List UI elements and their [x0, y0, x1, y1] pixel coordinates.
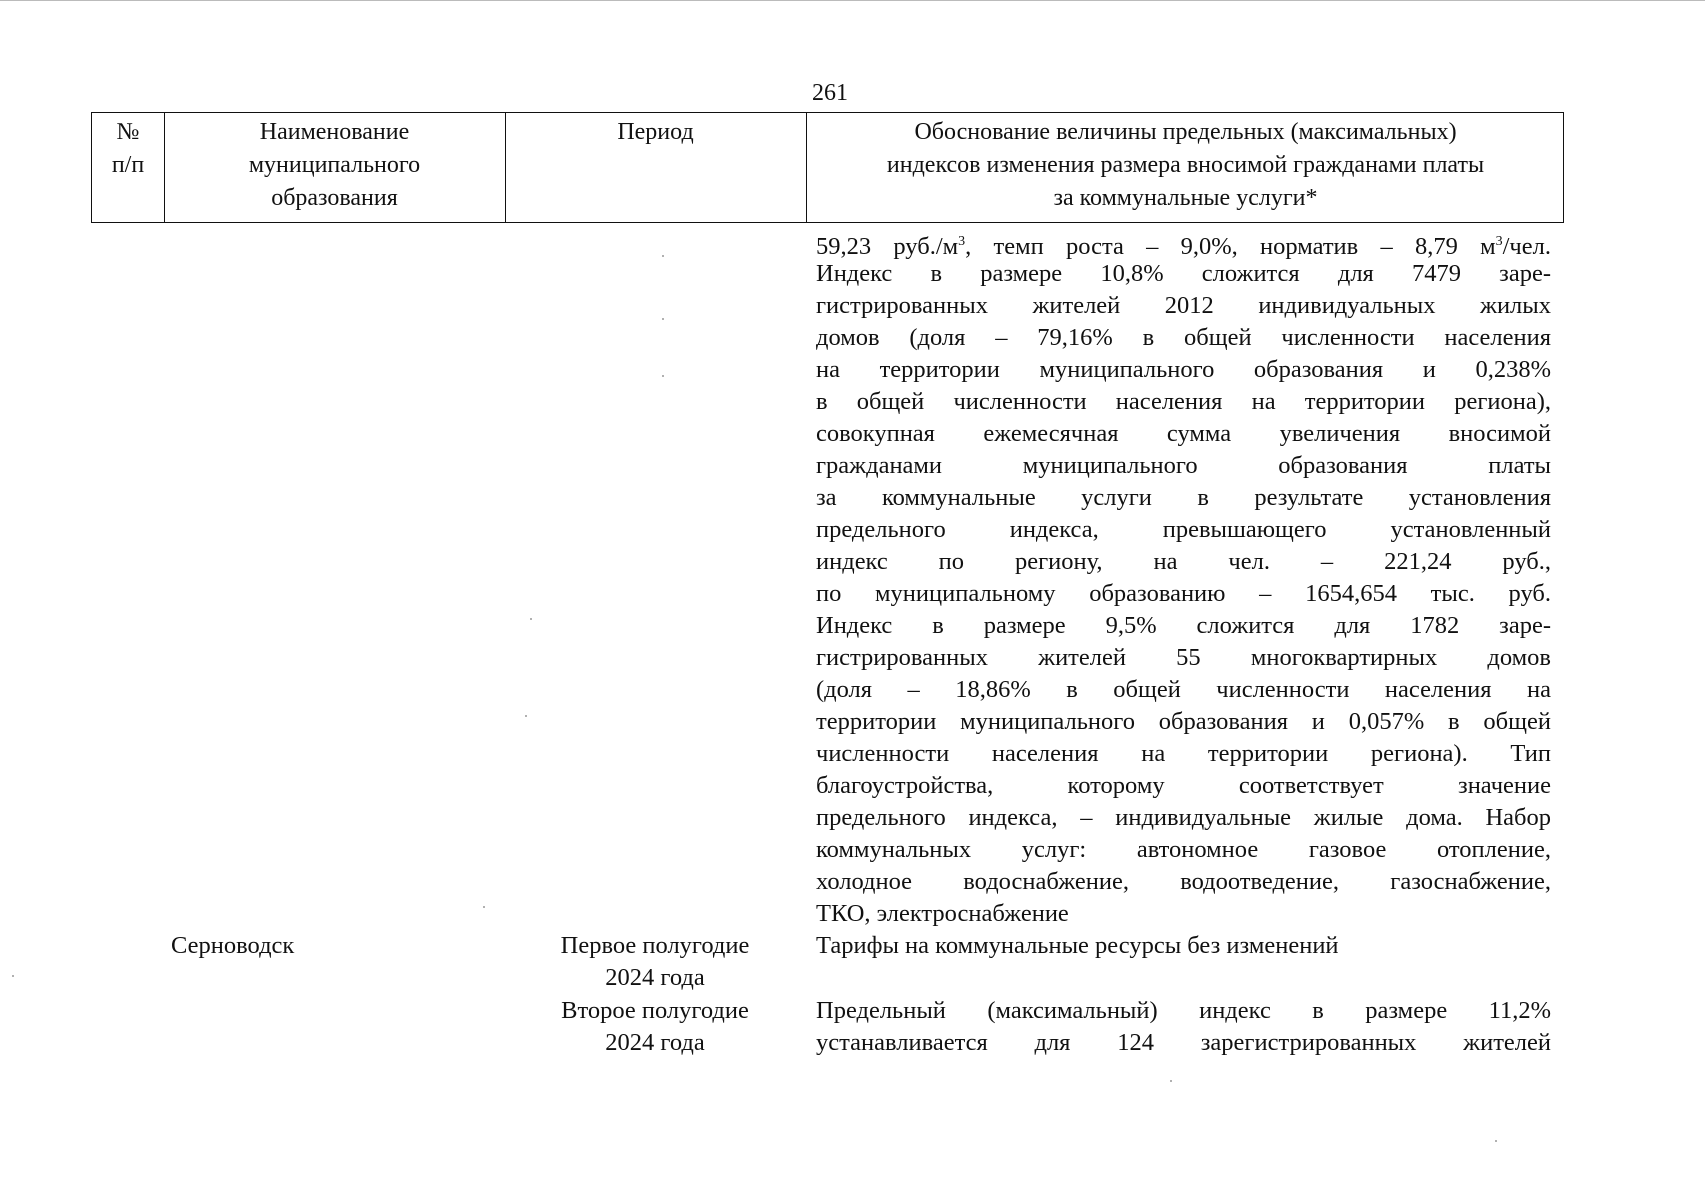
justification-line: Индекс в размере 10,8% сложится для 7479 заре-: [816, 260, 1551, 287]
justification-line: индекс по региону, на чел. – 221,24 руб.,: [816, 548, 1551, 575]
justification-line: гистрированных жителей 55 многоквартирных домов: [816, 644, 1551, 671]
superscript: 3: [958, 234, 966, 249]
scan-speck: [525, 715, 527, 717]
justification-line: по муниципальному образованию – 1654,654 тыс. руб.: [816, 580, 1551, 607]
scan-speck: [530, 618, 532, 620]
justification-line: в общей численности населения на территории региона),: [816, 388, 1551, 415]
scan-speck: [12, 975, 14, 977]
justification-line: благоустройства, которому соответствует значение: [816, 772, 1551, 799]
header-text: образования: [271, 185, 398, 211]
justification-line: Тарифы на коммунальные ресурсы без изменений: [816, 932, 1339, 959]
justification-line: устанавливается для 124 зарегистрированных жителей: [816, 1029, 1551, 1056]
header-justification-cell: [806, 113, 1565, 222]
superscript: 3: [1495, 234, 1503, 249]
header-text: Наименование: [259, 119, 410, 145]
justification-line: территории муниципального образования и 0,057% в общей: [816, 708, 1551, 735]
justification-line: за коммунальные услуги в результате установления: [816, 484, 1551, 511]
scan-speck: [662, 375, 664, 377]
justification-line: гражданами муниципального образования платы: [816, 452, 1551, 479]
justification-line: предельного индекса, превышающего установленный: [816, 516, 1551, 543]
justification-line: холодное водоснабжение, водоотведение, газоснабжение,: [816, 868, 1551, 895]
justification-line: предельного индекса, – индивидуальные жилые дома. Набор: [816, 804, 1551, 831]
table-header: [91, 112, 1564, 223]
justification-line: коммунальных услуг: автономное газовое отопление,: [816, 836, 1551, 863]
header-text: муниципального: [248, 152, 421, 178]
justification-line: Индекс в размере 9,5% сложится для 1782 заре-: [816, 612, 1551, 639]
header-text: п/п: [111, 152, 145, 178]
justification-line: на территории муниципального образования и 0,238%: [816, 356, 1551, 383]
municipality-name: Серноводск: [171, 932, 295, 959]
justification-line: (доля – 18,86% в общей численности населения на: [816, 676, 1551, 703]
scan-speck: [1495, 1140, 1497, 1142]
header-period-cell: [505, 113, 806, 222]
justification-line: домов (доля – 79,16% в общей численности населения: [816, 324, 1551, 351]
text-fragment: , темп роста – 9,0%, норматив – 8,79 м: [965, 233, 1496, 261]
justification-line: совокупная ежемесячная сумма увеличения вносимой: [816, 420, 1551, 447]
header-text: №: [116, 119, 140, 145]
header-text: Обоснование величины предельных (максимальных): [914, 119, 1457, 145]
period-label: Первое полугодие: [560, 932, 750, 959]
period-label: 2024 года: [605, 964, 705, 991]
period-label: 2024 года: [605, 1029, 705, 1056]
justification-line: Предельный (максимальный) индекс в размере 11,2%: [816, 997, 1551, 1024]
scan-speck: [1170, 1080, 1172, 1082]
header-text: индексов изменения размера вносимой гражданами платы: [886, 152, 1485, 178]
scan-speck: [662, 255, 664, 257]
text-fragment: 59,23 руб./м: [816, 233, 959, 261]
justification-line: ТКО, электроснабжение: [816, 900, 1069, 927]
header-number-cell: [92, 113, 164, 222]
scan-edge: [0, 0, 1705, 21]
period-label: Второе полугодие: [561, 997, 749, 1024]
text-fragment: /чел.: [1502, 233, 1551, 261]
scan-speck: [483, 906, 485, 908]
header-text: Период: [617, 119, 694, 145]
scan-speck: [662, 318, 664, 320]
header-municipality-cell: [164, 113, 505, 222]
justification-line: гистрированных жителей 2012 индивидуальных жилых: [816, 292, 1551, 319]
page-number: 261: [812, 80, 848, 106]
header-text: за коммунальные услуги*: [1053, 185, 1318, 211]
justification-line: численности населения на территории региона). Тип: [816, 740, 1551, 767]
